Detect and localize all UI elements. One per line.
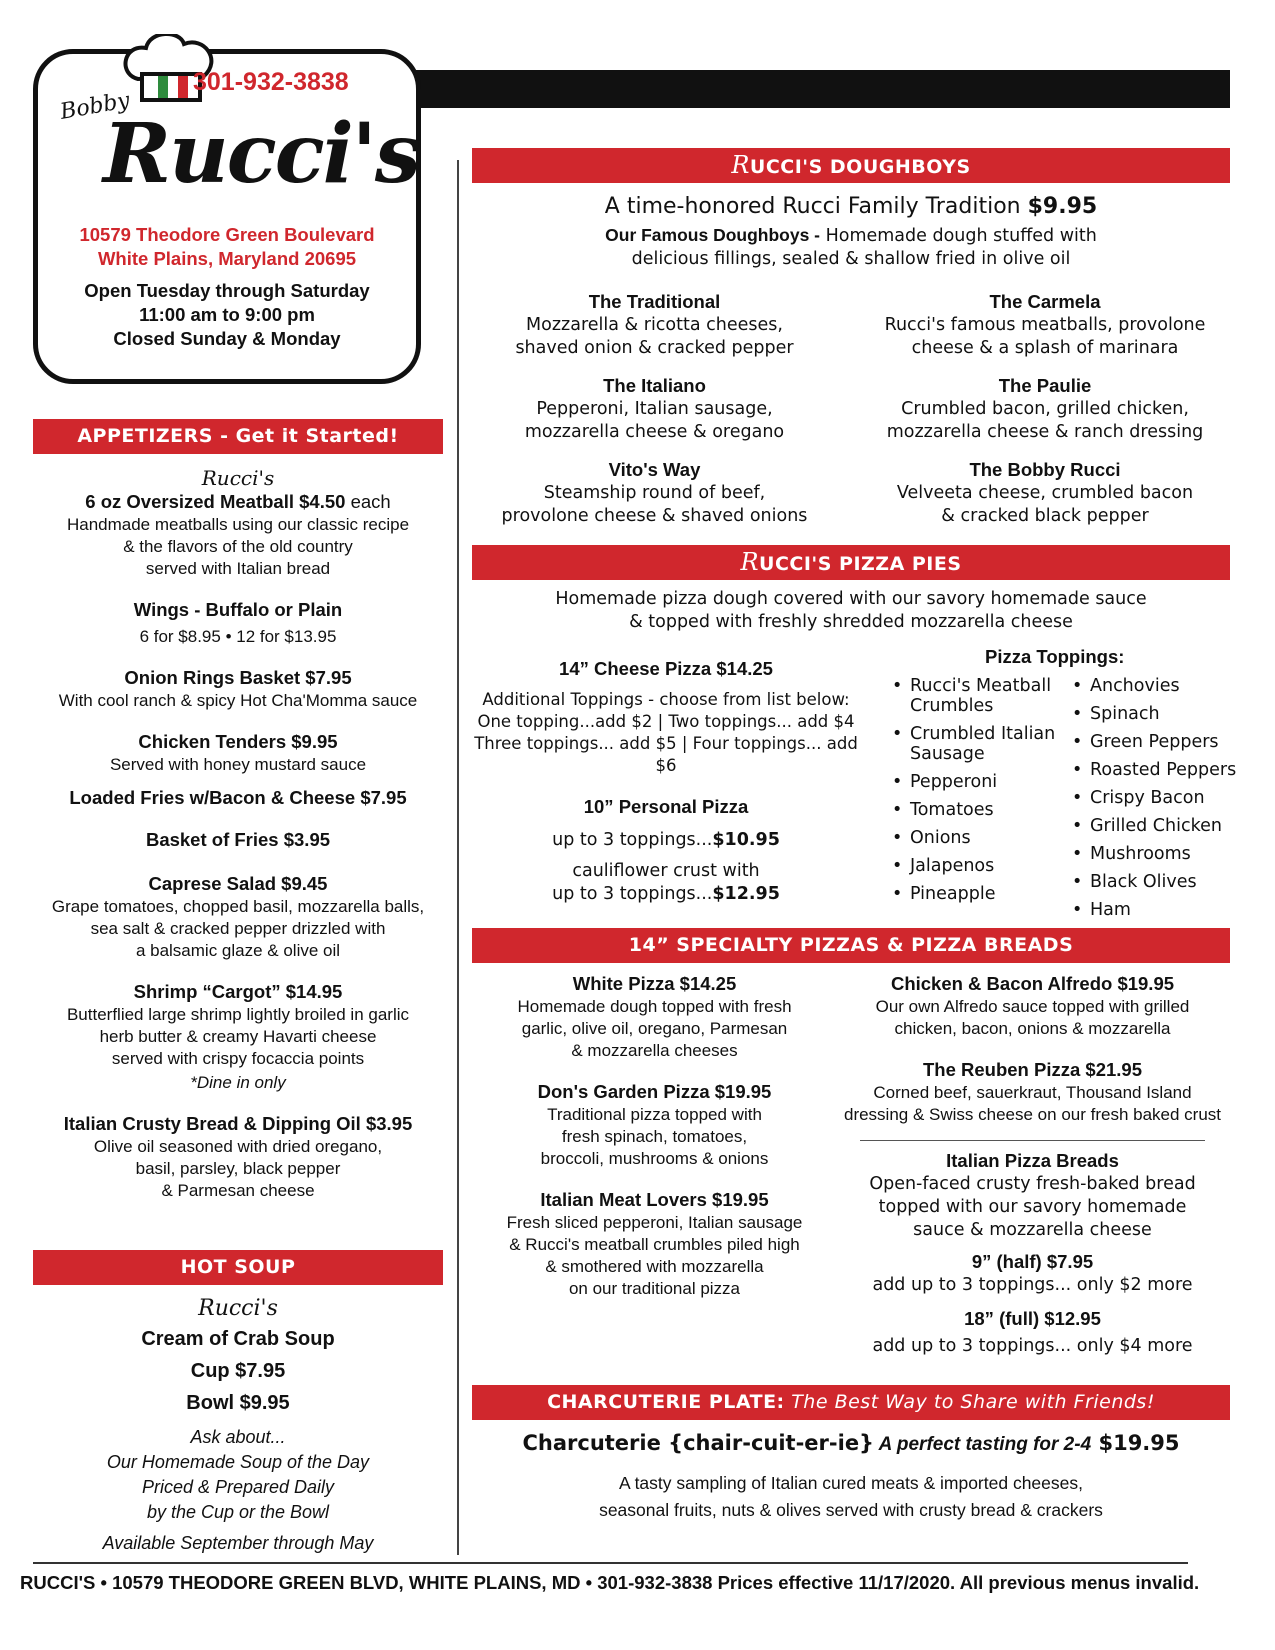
personal-pizza-title: 10” Personal Pizza (583, 796, 749, 817)
topping-item: • Crumbled Italian Sausage (890, 724, 1065, 764)
doughboys-header-text: UCCI'S DOUGHBOYS (749, 156, 971, 178)
hours-line-1: Open Tuesday through Saturday (84, 280, 370, 301)
charcuterie-desc-2: seasonal fruits, nuts & olives served with crusty bread & crackers (599, 1500, 1103, 1520)
meat-lovers-desc-3: & smothered with mozzarella (545, 1257, 764, 1276)
soup-availability: Available September through May (102, 1533, 374, 1553)
shrimp-desc-2: herb butter & creamy Havarti cheese (99, 1027, 377, 1046)
pizza-breads-name: Italian Pizza Breads (946, 1150, 1119, 1171)
meatball-desc-1: Handmade meatballs using our classic recipe (66, 515, 410, 534)
garden-pizza-desc-2: fresh spinach, tomatoes, (561, 1127, 748, 1146)
doughboy-name: Vito's Way (608, 459, 701, 480)
address-line-1: 10579 Theodore Green Boulevard (79, 224, 375, 245)
soup-ask-2: Our Homemade Soup of the Day (106, 1452, 370, 1472)
topping-item: • Grilled Chicken (1070, 816, 1245, 836)
soup-script: Rucci's (198, 1296, 278, 1321)
topping-item: • Rucci's Meatball Crumbles (890, 676, 1065, 716)
topping-item: • Tomatoes (890, 800, 1065, 820)
doughboys-header-initial: R (731, 151, 750, 179)
topping-item: • Black Olives (1070, 872, 1245, 892)
crusty-bread-desc-2: basil, parsley, black pepper (135, 1159, 341, 1178)
doughboy-desc: Mozzarella & ricotta cheeses, (526, 315, 783, 335)
doughboy-desc: cheese & a splash of marinara (911, 338, 1179, 358)
phone-number: 301-932-3838 (193, 68, 349, 96)
white-pizza-desc-3: & mozzarella cheeses (571, 1041, 738, 1060)
charcuterie-section (472, 1428, 1230, 1524)
doughboys-intro (472, 192, 1230, 271)
pizza-intro-1: Homemade pizza dough covered with our savory homemade sauce (555, 589, 1147, 609)
reuben-desc-2: dressing & Swiss cheese on our fresh baked crust (843, 1105, 1222, 1124)
doughboys-price: $9.95 (1027, 194, 1098, 219)
cheese-pizza-price: 14” Cheese Pizza $14.25 (559, 658, 773, 679)
doughboy-desc: Pepperoni, Italian sausage, (536, 399, 773, 419)
soup-ask-1: Ask about... (190, 1427, 286, 1447)
pizza-breads-desc-3: sauce & mozzarella cheese (913, 1220, 1152, 1240)
tenders-desc: Served with honey mustard sauce (109, 755, 367, 774)
onion-rings-desc: With cool ranch & spicy Hot Cha'Momma sauce (58, 691, 418, 710)
caprese-desc-2: sea salt & cracked pepper drizzled with (90, 919, 386, 938)
garden-pizza-desc-3: broccoli, mushrooms & onions (540, 1149, 769, 1168)
doughboy-paulie (860, 374, 1230, 444)
reuben-name: The Reuben Pizza $21.95 (922, 1059, 1142, 1080)
loaded-fries-name: Loaded Fries w/Bacon & Cheese $7.95 (69, 787, 407, 808)
cauliflower-crust: cauliflower crust with (572, 861, 760, 881)
topping-item: • Mushrooms (1070, 844, 1245, 864)
doughboys-intro-1: Our Famous Doughboys - Homemade dough stuffed with (605, 225, 1097, 246)
top-black-bar (400, 70, 1230, 108)
additional-toppings-1: Additional Toppings - choose from list below: (482, 690, 850, 709)
pizza-pies-header (472, 545, 1230, 580)
pizza-bread-full: 18” (full) $12.95 (964, 1308, 1101, 1329)
doughboy-desc: Steamship round of beef, (543, 483, 766, 503)
breads-divider (860, 1140, 1205, 1141)
meatball-script: Rucci's (201, 466, 275, 490)
doughboy-desc: provolone cheese & shaved onions (501, 506, 808, 526)
logo-text: Rucci's (103, 106, 420, 202)
specialty-left (472, 972, 837, 1300)
caprese-desc-3: a balsamic glaze & olive oil (135, 941, 341, 960)
doughboy-desc: Crumbled bacon, grilled chicken, (901, 399, 1189, 419)
crusty-bread-name: Italian Crusty Bread & Dipping Oil $3.95 (63, 1113, 413, 1134)
topping-item: • Crispy Bacon (1070, 788, 1245, 808)
reuben-desc-1: Corned beef, sauerkraut, Thousand Island (873, 1083, 1192, 1102)
appetizers-header: APPETIZERS - Get it Started! (33, 419, 443, 454)
caprese-name: Caprese Salad $9.45 (148, 873, 328, 894)
soup-ask-4: by the Cup or the Bowl (146, 1502, 330, 1522)
additional-toppings-3: Three toppings... add $5 | Four toppings... add $6 (474, 734, 858, 775)
white-pizza-desc-2: garlic, olive oil, oregano, Parmesan (521, 1019, 788, 1038)
doughboys-header (472, 148, 1230, 183)
topping-item: • Pineapple (890, 884, 1065, 904)
onion-rings-name: Onion Rings Basket $7.95 (124, 667, 352, 688)
topping-item: • Ham (1070, 900, 1245, 920)
pizza-breads-desc-2: topped with our savory homemade (878, 1197, 1187, 1217)
doughboy-desc: mozzarella cheese & oregano (524, 422, 785, 442)
doughboy-name: The Traditional (588, 291, 721, 312)
charcuterie-desc-1: A tasty sampling of Italian cured meats & imported cheeses, (619, 1473, 1083, 1493)
doughboy-traditional (472, 290, 837, 360)
meat-lovers-desc-4: on our traditional pizza (568, 1279, 741, 1298)
charcuterie-name-line: Charcuterie {chair-cuit-er-ie} A perfect tasting for 2-4 $19.95 (522, 1431, 1180, 1455)
personal-pizza-price-2: up to 3 toppings...$12.95 (552, 884, 780, 904)
meatball-desc-3: served with Italian bread (145, 559, 331, 578)
doughboys-tagline: A time-honored Rucci Family Tradition $9.95 (604, 194, 1098, 219)
hot-soup-header: HOT SOUP (33, 1250, 443, 1285)
topping-item: • Anchovies (1070, 676, 1245, 696)
charcuterie-header (472, 1385, 1230, 1420)
topping-item: • Green Peppers (1070, 732, 1245, 752)
doughboys-intro-2: delicious fillings, sealed & shallow fried in olive oil (631, 249, 1071, 269)
meat-lovers-name: Italian Meat Lovers $19.95 (540, 1189, 769, 1210)
toppings-list-a (890, 676, 1065, 912)
crusty-bread-desc-3: & Parmesan cheese (161, 1181, 315, 1200)
garden-pizza-name: Don's Garden Pizza $19.95 (537, 1081, 772, 1102)
hours-line-3: Closed Sunday & Monday (113, 328, 341, 349)
logo-box (33, 49, 421, 384)
additional-toppings-2: One topping...add $2 | Two toppings... add $4 (477, 712, 855, 731)
white-pizza-desc-1: Homemade dough topped with fresh (517, 997, 792, 1016)
shrimp-desc-3: served with crispy focaccia points (111, 1049, 365, 1068)
topping-item: • Pepperoni (890, 772, 1065, 792)
meatball-name: 6 oz Oversized Meatball $4.50 each (85, 491, 391, 512)
address-line-2: White Plains, Maryland 20695 (97, 248, 357, 269)
charcuterie-header-bold: CHARCUTERIE PLATE: (547, 1391, 785, 1413)
caprese-desc-1: Grape tomatoes, chopped basil, mozzarella balls, (51, 897, 425, 916)
pizza-intro (472, 588, 1230, 634)
shrimp-name: Shrimp “Cargot” $14.95 (133, 981, 343, 1002)
doughboy-name: The Bobby Rucci (969, 459, 1121, 480)
tenders-name: Chicken Tenders $9.95 (138, 731, 338, 752)
pizza-bread-full-desc: add up to 3 toppings... only $4 more (872, 1336, 1193, 1356)
specialty-header: 14” SPECIALTY PIZZAS & PIZZA BREADS (472, 928, 1230, 963)
topping-item: • Roasted Peppers (1070, 760, 1245, 780)
specialty-right (830, 972, 1235, 1358)
alfredo-name: Chicken & Bacon Alfredo $19.95 (890, 973, 1175, 994)
pizza-header-initial: R (740, 548, 760, 576)
hours-line-2: 11:00 am to 9:00 pm (139, 304, 315, 325)
doughboy-vitos-way (472, 458, 837, 528)
doughboy-desc: shaved onion & cracked pepper (515, 338, 794, 358)
meat-lovers-desc-2: & Rucci's meatball crumbles piled high (509, 1235, 800, 1254)
soup-ask-3: Priced & Prepared Daily (141, 1477, 335, 1497)
crusty-bread-desc-1: Olive oil seasoned with dried oregano, (93, 1137, 383, 1156)
topping-item: • Onions (890, 828, 1065, 848)
doughboy-name: The Paulie (998, 375, 1092, 396)
column-divider (457, 160, 459, 1555)
doughboy-italiano (472, 374, 837, 444)
pizza-breads-desc-1: Open-faced crusty fresh-baked bread (869, 1174, 1196, 1194)
soup-name: Cream of Crab Soup (141, 1328, 335, 1350)
wings-desc: 6 for $8.95 • 12 for $13.95 (139, 627, 337, 646)
pizza-toppings-title: Pizza Toppings: (985, 646, 1125, 667)
doughboy-desc: Rucci's famous meatballs, provolone (884, 315, 1206, 335)
doughboy-desc: mozzarella cheese & ranch dressing (886, 422, 1204, 442)
doughboy-name: The Italiano (603, 375, 706, 396)
footer-rule (33, 1562, 1188, 1564)
soup-section (30, 1295, 446, 1556)
fries-name: Basket of Fries $3.95 (145, 829, 331, 850)
soup-bowl-price: Bowl $9.95 (186, 1392, 290, 1414)
charcuterie-header-italic: The Best Way to Share with Friends! (784, 1391, 1155, 1413)
soup-cup-price: Cup $7.95 (190, 1360, 286, 1382)
doughboy-desc: & cracked black pepper (941, 506, 1149, 526)
doughboy-name: The Carmela (989, 291, 1101, 312)
pizza-bread-half: 9” (half) $7.95 (971, 1251, 1094, 1272)
pizza-prices (466, 657, 866, 906)
alfredo-desc-2: chicken, bacon, onions & mozzarella (894, 1019, 1171, 1038)
white-pizza-name: White Pizza $14.25 (572, 973, 737, 994)
shrimp-desc-1: Butterflied large shrimp lightly broiled in garlic (66, 1005, 410, 1024)
footer-text: RUCCI'S • 10579 THEODORE GREEN BLVD, WHITE PLAINS, MD • 301-932-3838 Prices effective 11/17/2020. All previous menus invalid. (20, 1572, 1200, 1593)
personal-pizza-price-1: up to 3 toppings...$10.95 (552, 830, 780, 850)
topping-item: • Spinach (1070, 704, 1245, 724)
doughboy-bobby-rucci (860, 458, 1230, 528)
meat-lovers-desc-1: Fresh sliced pepperoni, Italian sausage (506, 1213, 803, 1232)
doughboy-carmela (860, 290, 1230, 360)
pizza-intro-2: & topped with freshly shredded mozzarella cheese (629, 612, 1073, 632)
doughboy-desc: Velveeta cheese, crumbled bacon (896, 483, 1194, 503)
topping-item: • Jalapenos (890, 856, 1065, 876)
pizza-bread-half-desc: add up to 3 toppings... only $2 more (872, 1275, 1193, 1295)
appetizers-list (30, 466, 446, 1202)
garden-pizza-desc-1: Traditional pizza topped with (547, 1105, 762, 1124)
shrimp-dine-in: *Dine in only (190, 1073, 286, 1092)
wings-name: Wings - Buffalo or Plain (133, 599, 343, 620)
toppings-list-b (1070, 676, 1245, 928)
alfredo-desc-1: Our own Alfredo sauce topped with grilled (875, 997, 1190, 1016)
logo-small-text: Bobby (58, 88, 132, 125)
pizza-header-text: UCCI'S PIZZA PIES (759, 553, 962, 575)
meatball-desc-2: & the flavors of the old country (123, 537, 353, 556)
